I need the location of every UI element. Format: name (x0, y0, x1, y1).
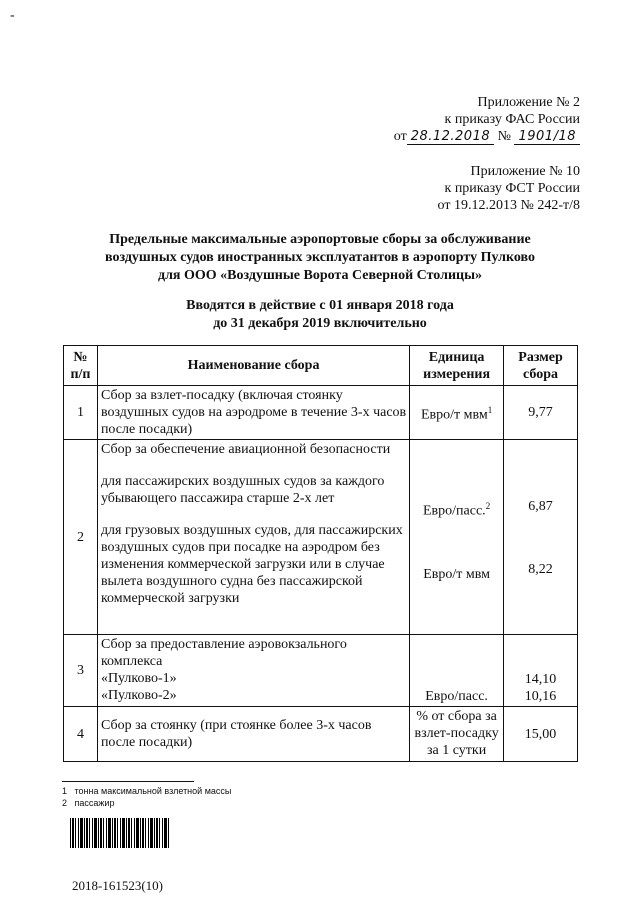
title-line-1: Предельные максимальные аэропортовые сборы за обслуживание (109, 232, 531, 247)
size-passenger: 6,87 (528, 499, 553, 514)
row-unit (410, 440, 504, 635)
unit-text: Евро/т мвм (420, 407, 488, 423)
terminal-2: «Пулково-2» (100, 688, 177, 703)
row-num: 1 (64, 386, 98, 440)
row-unit: % от сбора за взлет-посадку за 1 сутки (410, 707, 504, 762)
unit-text: Евро/пасс. (423, 503, 486, 519)
footnote-1 (62, 786, 231, 796)
header-size: Размер сбора (504, 346, 578, 386)
table-row (64, 386, 578, 440)
fees-table (63, 345, 578, 762)
appendix-2-order: к приказу ФАС России (444, 112, 580, 127)
unit-passenger (413, 498, 500, 520)
appendix-2-block (330, 94, 580, 145)
row-size (504, 440, 578, 635)
from-label: от (393, 129, 407, 144)
footnote-ref: 1 (487, 404, 493, 415)
appendix-2-date-line (330, 128, 580, 145)
footnote-1-num: 1 (62, 786, 68, 796)
size-terminal-1: 14,10 (524, 672, 557, 687)
row-name (97, 635, 409, 707)
row-size: 15,00 (504, 707, 578, 762)
document-title (40, 231, 600, 285)
row-name: Сбор за стоянку (при стоянке более 3-х часов после посадки) (97, 707, 409, 762)
header-num: № п/п (64, 346, 98, 386)
size-terminal-2: 10,16 (524, 689, 557, 704)
document-code: 2018-161523(10) (72, 878, 163, 893)
row-size (504, 635, 578, 707)
appendix-10-title: Приложение № 10 (470, 164, 580, 179)
number-label: № (497, 129, 511, 144)
appendix-10-date: от 19.12.2013 № 242-т/8 (437, 198, 580, 213)
appendix-10-block (330, 163, 580, 214)
header-unit: Единица измерения (410, 346, 504, 386)
terminal-1: «Пулково-1» (100, 671, 177, 686)
row-size: 9,77 (504, 386, 578, 440)
handwritten-number: 1901/18 (514, 129, 580, 145)
fee-subitem-cargo: для грузовых воздушных судов, для пассажирских воздушных судов при посадке на аэродром без изменения коммерческой загрузки или в случае вылета воздушного судна без пассажирской коммерческой загрузки (100, 523, 403, 606)
fee-title: Сбор за предоставление аэровокзального комплекса (100, 637, 347, 669)
footnote-2-text: пассажир (74, 798, 115, 808)
footnote-1-text: тонна максимальной взлетной массы (74, 786, 232, 796)
row-name: Сбор за взлет-посадку (включая стоянку воздушных судов на аэродроме в течение 3-х часов после посадки) (97, 386, 409, 440)
footnote-2 (62, 798, 114, 808)
handwritten-date: 28.12.2018 (407, 129, 494, 145)
row-unit (410, 386, 504, 440)
title-line-2: воздушных судов иностранных эксплуатантов в аэропорту Пулково (105, 250, 535, 265)
fee-title: Сбор за обеспечение авиационной безопасности (100, 442, 391, 457)
size-cargo: 8,22 (528, 562, 553, 577)
title-line-3: для ООО «Воздушные Ворота Северной Столицы» (157, 268, 483, 283)
fee-subitem-passenger: для пассажирских воздушных судов за каждого убывающего пассажира старше 2-х лет (100, 474, 385, 506)
unit-cargo: Евро/т мвм (423, 566, 490, 582)
barcode-image (70, 818, 170, 848)
table-row (64, 440, 578, 635)
effective-line-1: Вводятся в действие с 01 января 2018 года (186, 298, 454, 313)
row-num: 4 (64, 707, 98, 762)
table-header-row (64, 346, 578, 386)
row-num: 2 (64, 440, 98, 635)
appendix-2-title: Приложение № 2 (477, 95, 580, 110)
effective-line-2: до 31 декабря 2019 включительно (213, 316, 427, 331)
table-row (64, 707, 578, 762)
row-name (97, 440, 409, 635)
appendix-10-order: к приказу ФСТ России (444, 181, 580, 196)
corner-mark: - (10, 8, 15, 23)
footnote-2-num: 2 (62, 798, 68, 808)
table-row (64, 635, 578, 707)
header-name: Наименование сбора (97, 346, 409, 386)
footnote-divider (62, 781, 194, 782)
effective-period (40, 297, 600, 333)
row-unit: Евро/пасс. (410, 635, 504, 707)
footnote-ref: 2 (485, 501, 491, 511)
row-num: 3 (64, 635, 98, 707)
